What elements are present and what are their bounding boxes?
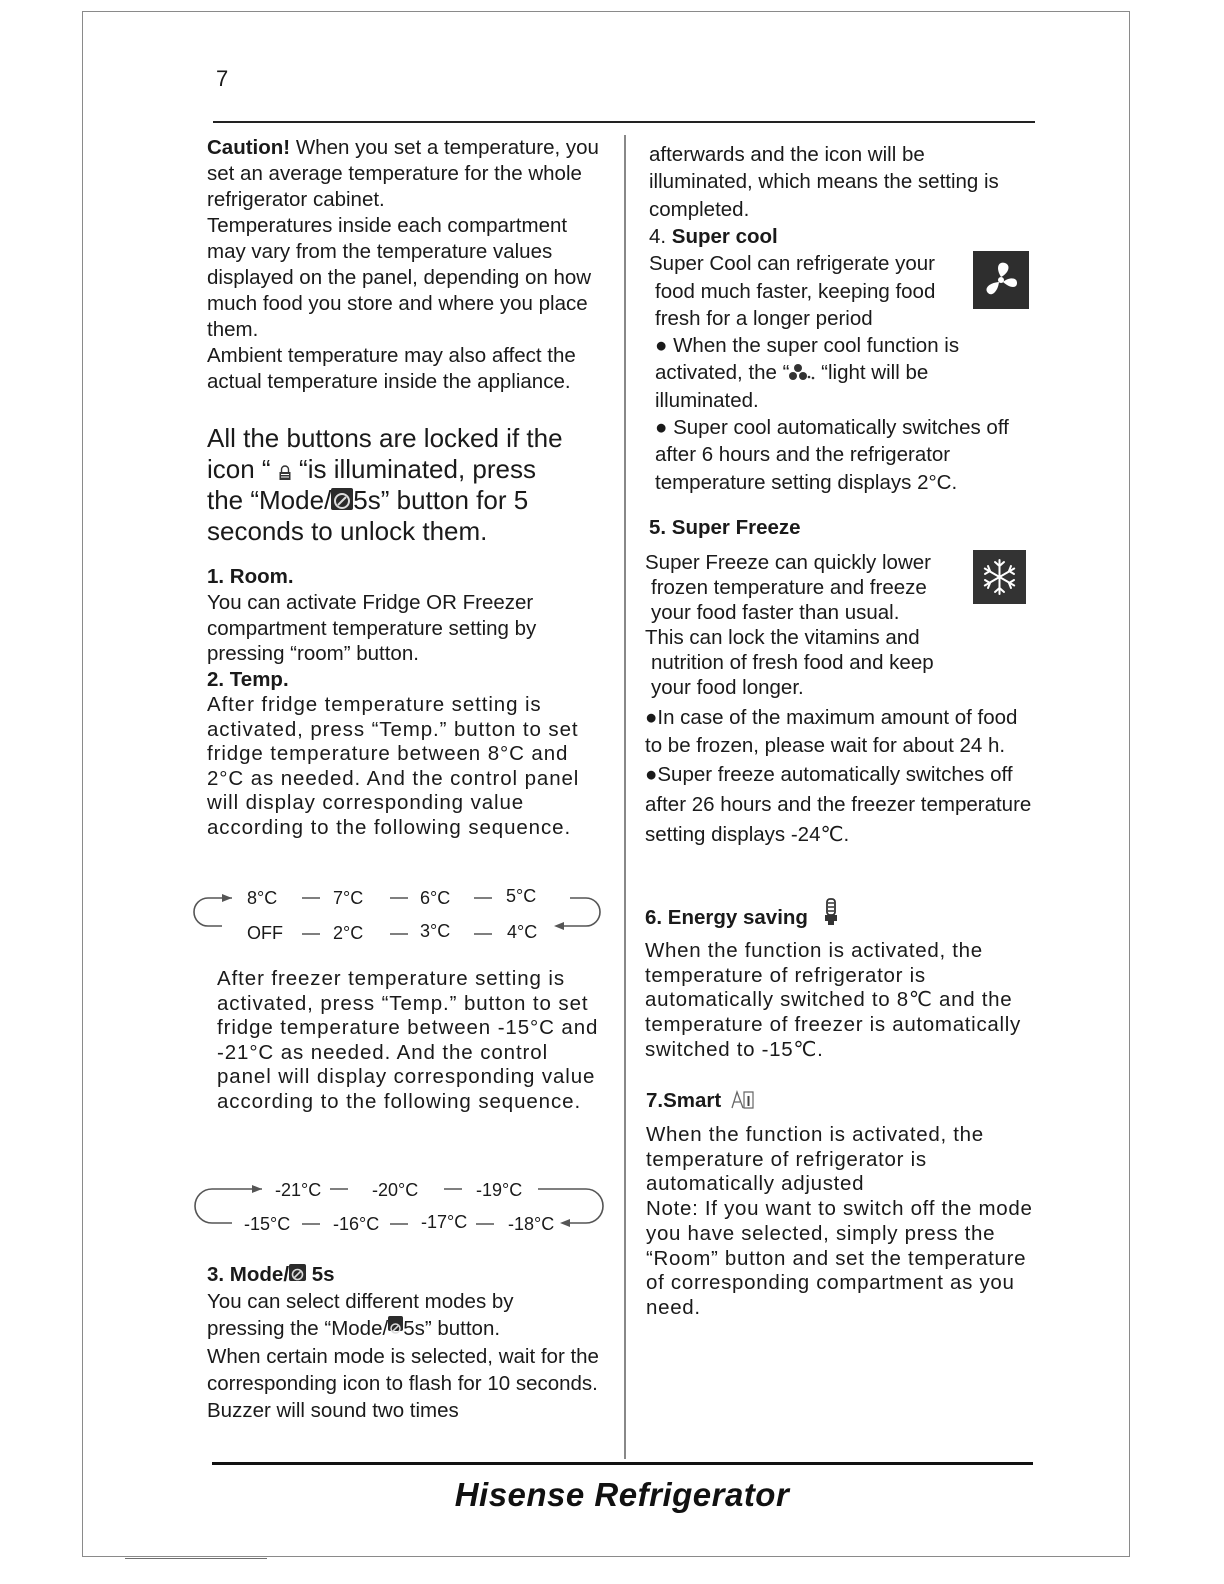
- smart-note: Note: If you want to switch off the mode you have selected, simply press the “Room” button and set the temperature of corresponding compartment as you need.: [646, 1197, 1033, 1319]
- caution-text: When you set a temperature, you set an average temperature for the whole refrigerator cabinet.: [207, 136, 599, 211]
- freezer-temp-text: After freezer temperature setting is activated, press “Temp.” button to set fridge temperature between -15°C and -21°C as needed. And the control panel will display corresponding value according to the following sequence.: [217, 967, 599, 1113]
- lock-line-3a: the “Mode/: [207, 485, 332, 515]
- page-bottom-edge: [82, 1556, 1129, 1557]
- lock-line-2b: “is illuminated, press: [291, 454, 537, 484]
- mode-line-2b: 5s” button.: [403, 1317, 501, 1341]
- caution-label: Caution!: [207, 136, 291, 159]
- sequence-value: 8°C: [247, 888, 278, 908]
- sequence-value: -19°C: [476, 1180, 523, 1200]
- super-freeze-title-block: [649, 515, 1034, 541]
- sequence-value: 5°C: [506, 886, 537, 906]
- lock-line-3b: 5s” button for 5: [353, 485, 529, 515]
- room-title: 1. Room.: [207, 565, 294, 588]
- mode-line-1: You can select different modes by: [207, 1290, 514, 1313]
- mode-title-b: 5s: [306, 1263, 335, 1286]
- mode-continued: [649, 141, 1034, 223]
- lock-line-4: seconds to unlock them.: [207, 516, 488, 546]
- fan-icon: [973, 251, 1029, 309]
- column-divider: [624, 135, 626, 1459]
- fridge-temp-text: After fridge temperature setting is activated, press “Temp.” button to set fridge temperature between 8°C and 2°C as needed. And the control panel will display corresponding value according to the following sequence.: [207, 693, 580, 839]
- lock-block: [207, 423, 627, 547]
- lock-line-1: All the buttons are locked if the: [207, 423, 563, 453]
- freezer-temp-block: [207, 967, 602, 1114]
- freezer-sequence: [190, 1174, 610, 1234]
- super-cool-bullet-1b: “light will be illuminated.: [655, 361, 929, 412]
- sequence-value: 3°C: [420, 921, 451, 941]
- snowflake-icon: [973, 550, 1026, 604]
- fan-icon: [789, 363, 815, 381]
- lock-icon: [278, 465, 292, 481]
- mode-icon: [289, 1264, 306, 1281]
- sequence-value: -18°C: [508, 1214, 555, 1234]
- sequence-value: -20°C: [372, 1180, 419, 1200]
- mode-continued-text: afterwards and the icon will be illuminated, which means the setting is completed.: [649, 143, 999, 221]
- super-cool-title: Super cool: [671, 225, 778, 248]
- energy-text: When the function is activated, the temperature of refrigerator is automatically switched to 8℃ and the temperature of freezer is automatically switched to -15℃.: [645, 939, 1021, 1061]
- page-number: 7: [216, 66, 229, 91]
- super-freeze-bullet-2: ●Super freeze automatically switches off after 26 hours and the freezer temperature setting displays -24℃.: [645, 763, 1032, 846]
- lock-line-2a: icon “: [207, 454, 278, 484]
- mode-section: [207, 1262, 607, 1424]
- caution-block: [207, 135, 607, 395]
- smart-text: When the function is activated, the temperature of refrigerator is automatically adjusted: [646, 1123, 984, 1196]
- sequence-value: 7°C: [333, 888, 364, 908]
- mode-line-3: When certain mode is selected, wait for the corresponding icon to flash for 10 seconds. Buzzer will sound two times: [207, 1344, 599, 1423]
- mode-title-a: 3. Mode/: [207, 1263, 290, 1286]
- room-section: [207, 564, 607, 667]
- header-rule: [213, 121, 1035, 123]
- bottom-stub-line: [125, 1558, 267, 1559]
- sequence-value: -21°C: [275, 1180, 322, 1200]
- super-freeze-title: 5. Super Freeze: [649, 516, 801, 539]
- sequence-value: 2°C: [333, 923, 364, 943]
- super-cool-desc: Super Cool can refrigerate your food much faster, keeping food fresh for a longer period: [649, 252, 936, 330]
- ambient-note: Ambient temperature may also affect the actual temperature inside the appliance.: [207, 344, 576, 393]
- super-freeze-desc-2: This can lock the vitamins and nutrition of fresh food and keep your food longer.: [645, 626, 934, 699]
- room-text: You can activate Fridge OR Freezer compartment temperature setting by pressing “room” button.: [207, 591, 537, 665]
- smart-ai-icon: [731, 1089, 755, 1111]
- energy-title: 6. Energy saving: [645, 906, 808, 929]
- energy-section: [645, 898, 1037, 1063]
- sequence-value: 4°C: [507, 922, 538, 942]
- mode-icon: [388, 1316, 403, 1331]
- super-cool-number: 4.: [649, 225, 672, 248]
- bulb-icon: [824, 898, 838, 928]
- compartment-note: Temperatures inside each compartment may vary from the temperature values displayed on the panel, depending on how much food you store and where you place them.: [207, 214, 592, 341]
- super-cool-bullet-1a: ● When the super cool function is activated, the “: [655, 334, 960, 385]
- sequence-value: -17°C: [421, 1212, 468, 1232]
- super-freeze-bullet-1: ●In case of the maximum amount of food to be frozen, please wait for about 24 h.: [645, 706, 1018, 757]
- fridge-sequence: [190, 882, 610, 942]
- smart-section: [646, 1088, 1038, 1321]
- super-cool-bullet-2: ● Super cool automatically switches off after 6 hours and the refrigerator temperature setting displays 2°C.: [655, 416, 1009, 494]
- sequence-value: 6°C: [420, 888, 451, 908]
- sequence-value: -15°C: [244, 1214, 291, 1234]
- sequence-value: OFF: [247, 923, 283, 943]
- super-freeze-desc-1: Super Freeze can quickly lower frozen temperature and freeze your food faster than usual.: [645, 551, 931, 624]
- smart-title: 7.Smart: [646, 1089, 722, 1112]
- footer-rule: [212, 1462, 1033, 1465]
- temp-title: 2. Temp.: [207, 668, 289, 691]
- mode-icon: [331, 488, 353, 510]
- sequence-value: -16°C: [333, 1214, 380, 1234]
- temp-section: [207, 667, 602, 840]
- footer-brand: Hisense Refrigerator: [454, 1476, 790, 1513]
- mode-line-2a: pressing the “Mode/: [207, 1317, 389, 1341]
